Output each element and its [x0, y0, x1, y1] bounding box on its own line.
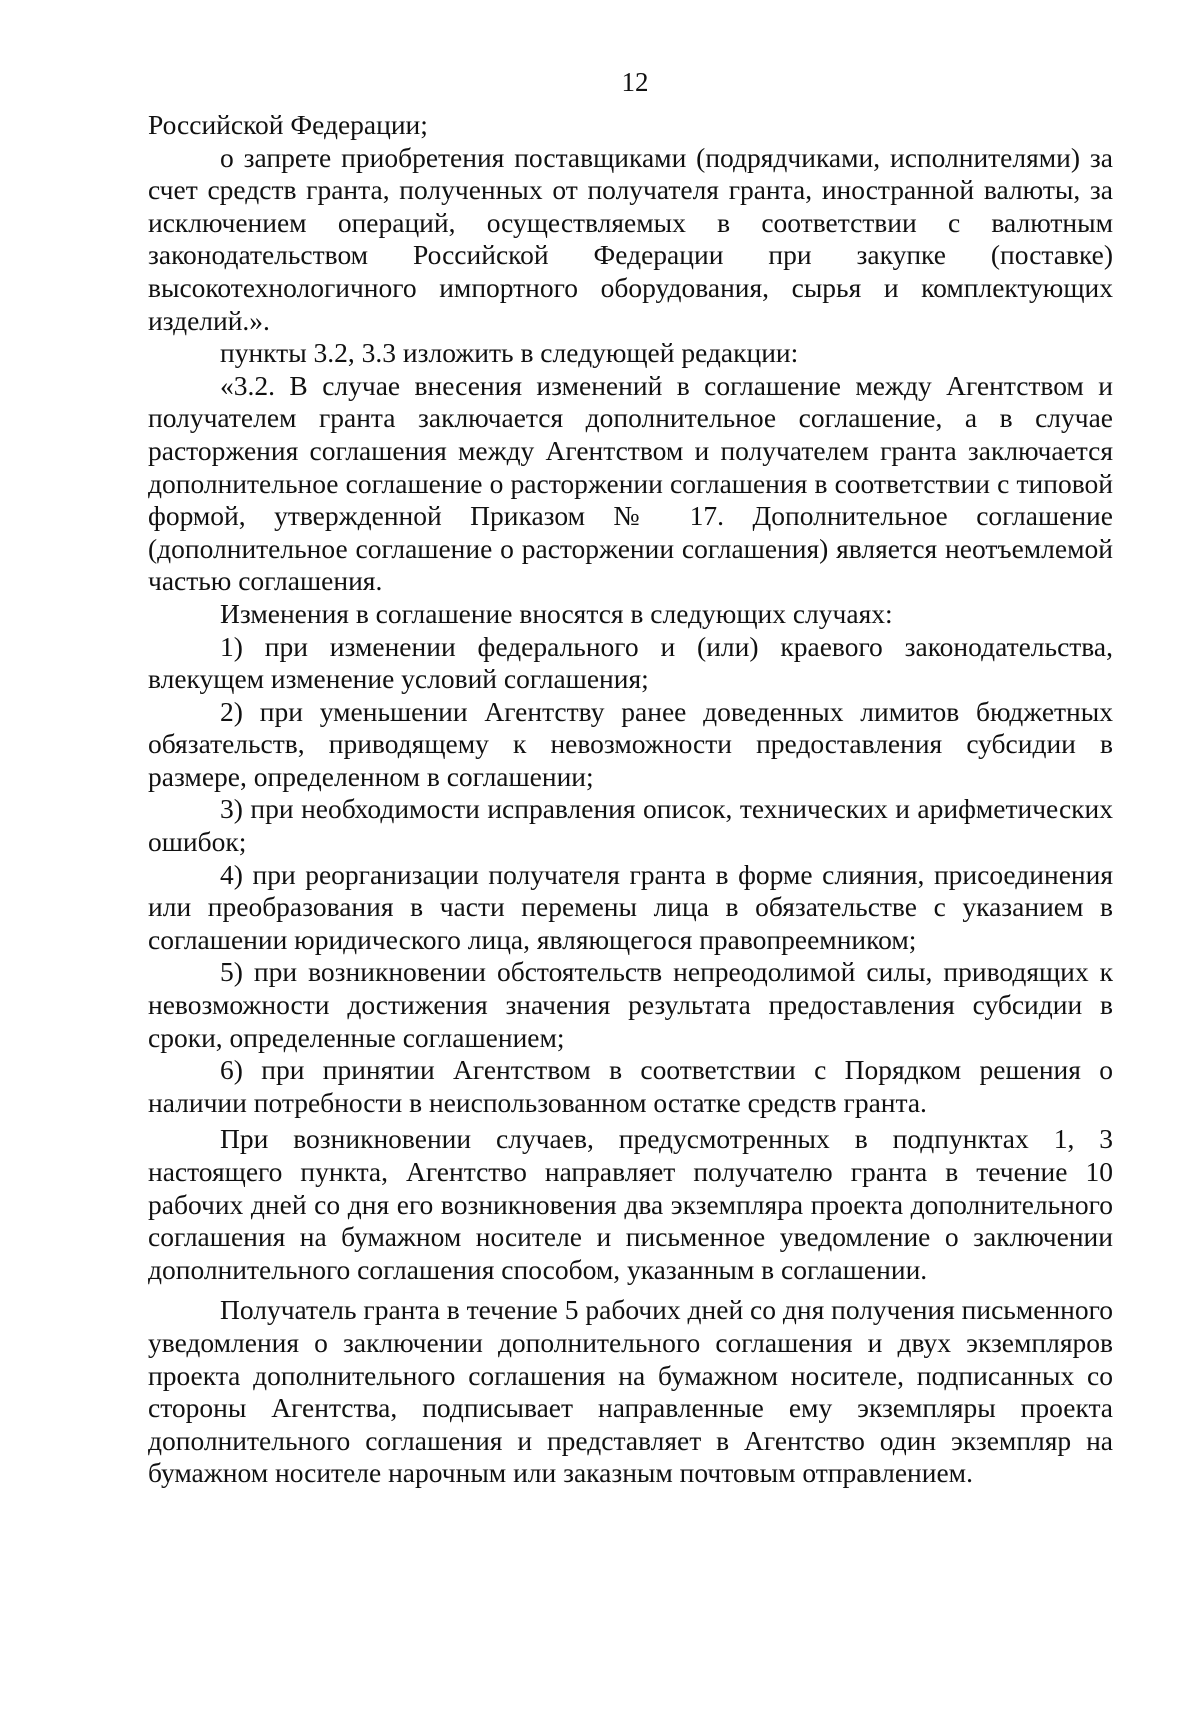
list-item-case-2: 2) при уменьшении Агентству ранее доведенных лимитов бюджетных обязательств, приводящему к невозможности предоставления субсидии в размере, определенном в соглашении;: [148, 695, 1113, 792]
paragraph-currency-ban: о запрете приобретения поставщиками (подрядчиками, исполнителями) за счет средств гранта, полученных от получателя гранта, иностранной валюты, за исключением операций, осуществляемых в соответствии с валютным законодательством Российской Федерации при закупке (поставке) высокотехнологичного импортного оборудования, сырья и комплектующих изделий.».: [148, 141, 1113, 336]
document-body: [148, 109, 1113, 1490]
list-item-case-4: 4) при реорганизации получателя гранта в форме слияния, присоединения или преобразования в части перемены лица в обязательстве с указанием в соглашении юридического лица, являющегося правопреемником;: [148, 858, 1113, 955]
paragraph-cases-intro: Изменения в соглашение вносятся в следующих случаях:: [220, 597, 893, 629]
paragraph-amendment-intro: пункты 3.2, 3.3 изложить в следующей редакции:: [220, 337, 799, 369]
paragraph-clause-3-2: «3.2. В случае внесения изменений в соглашение между Агентством и получателем гранта заключается дополнительное соглашение, а в случае расторжения соглашения между Агентством и получателем гранта заключается дополнительное соглашение о расторжении соглашения в соответствии с типовой формой, утвержденной Приказом № 17. Дополнительное соглашение (дополнительное соглашение о расторжении соглашения) является неотъемлемой частью соглашения.: [148, 369, 1113, 597]
list-item-case-3: 3) при необходимости исправления описок, технических и арифметических ошибок;: [148, 793, 1113, 858]
list-item-case-1: 1) при изменении федерального и (или) краевого законодательства, влекущем изменение условий соглашения;: [148, 630, 1113, 695]
list-item-case-5: 5) при возникновении обстоятельств непреодолимой силы, приводящих к невозможности достижения значения результата предоставления субсидии в сроки, определенные соглашением;: [148, 956, 1113, 1053]
page-number: 12: [621, 67, 649, 97]
list-item-case-6: 6) при принятии Агентством в соответствии с Порядком решения о наличии потребности в неиспользованном остатке средств гранта.: [148, 1054, 1113, 1118]
paragraph-continuation: Российской Федерации;: [148, 109, 428, 140]
paragraph-agency-notice: При возникновении случаев, предусмотренных в подпунктах 1, 3 настоящего пункта, Агентство направляет получателю гранта в течение 10 рабочих дней со дня его возникновения два экземпляра проекта дополнительного соглашения на бумажном носителе и письменное уведомление о заключении дополнительного соглашения способом, указанным в соглашении.: [148, 1123, 1113, 1285]
paragraph-recipient-signing: Получатель гранта в течение 5 рабочих дней со дня получения письменного уведомления о заключении дополнительного соглашения и двух экземпляров проекта дополнительного соглашения на бумажном носителе, подписанных со стороны Агентства, подписывает направленные ему экземпляры проекта дополнительного соглашения и представляет в Агентство один экземпляр на бумажном носителе нарочным или заказным почтовым отправлением.: [148, 1294, 1113, 1489]
